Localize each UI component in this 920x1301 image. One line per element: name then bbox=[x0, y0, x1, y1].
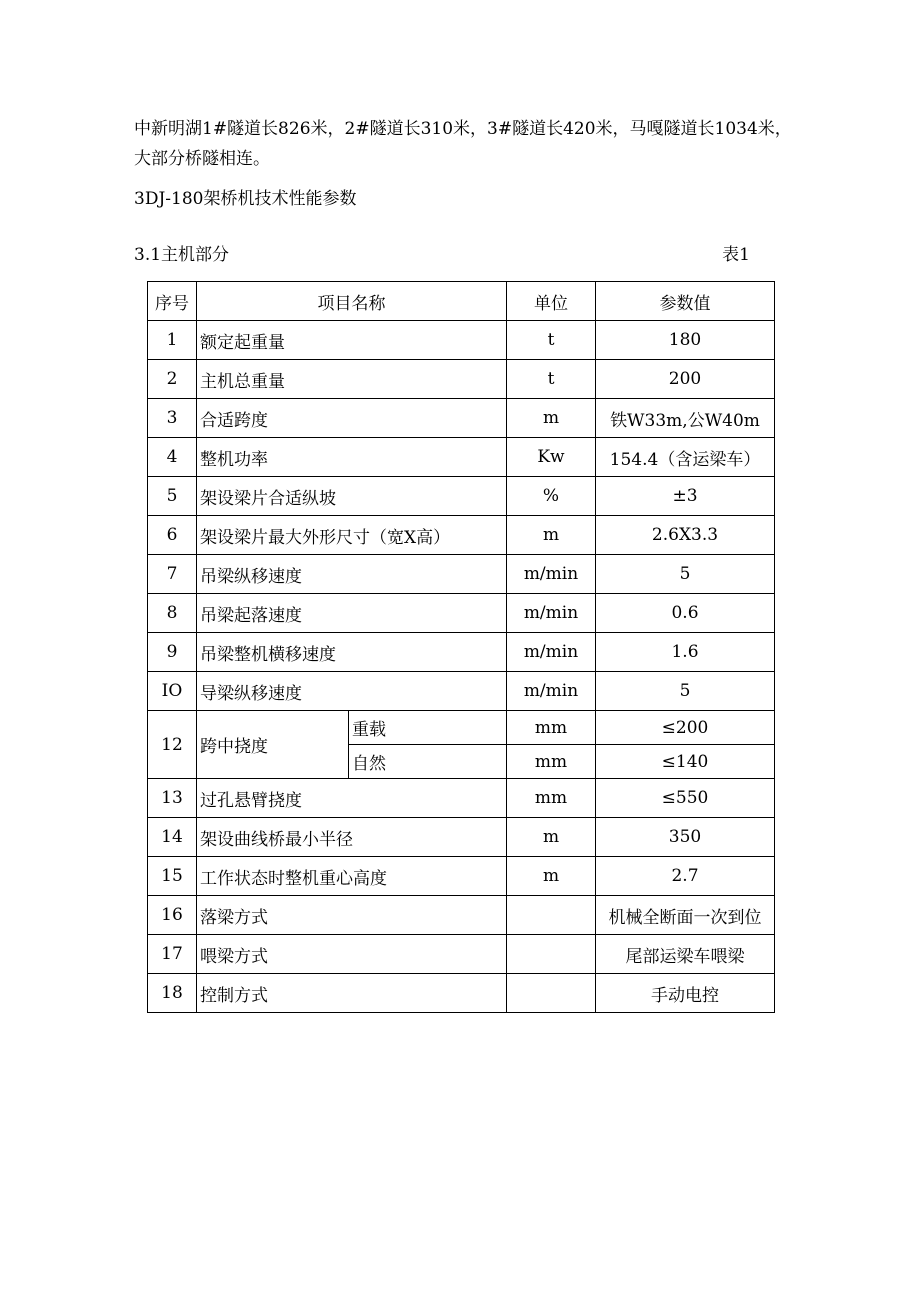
row-unit: mm bbox=[507, 745, 596, 779]
row-number: 12 bbox=[148, 711, 197, 779]
table-row bbox=[148, 555, 775, 594]
row-value: 180 bbox=[596, 321, 775, 360]
row-value: 0.6 bbox=[596, 594, 775, 633]
row-value: ≤200 bbox=[596, 711, 775, 745]
row-number: 5 bbox=[148, 477, 197, 516]
row-number: 2 bbox=[148, 360, 197, 399]
row-name: 架设曲线桥最小半径 bbox=[197, 818, 507, 857]
row-number: 14 bbox=[148, 818, 197, 857]
row-value: 手动电控 bbox=[596, 974, 775, 1013]
table-row bbox=[148, 360, 775, 399]
table-row bbox=[148, 321, 775, 360]
row-unit: m/min bbox=[507, 633, 596, 672]
header-no: 序号 bbox=[148, 282, 197, 321]
row-unit: mm bbox=[507, 711, 596, 745]
row-unit: t bbox=[507, 360, 596, 399]
table-row bbox=[148, 896, 775, 935]
row-name: 额定起重量 bbox=[197, 321, 507, 360]
table-row bbox=[148, 857, 775, 896]
row-unit: m/min bbox=[507, 672, 596, 711]
row-name: 导梁纵移速度 bbox=[197, 672, 507, 711]
row-value: 铁W33m,公W40m bbox=[596, 399, 775, 438]
row-unit: mm bbox=[507, 779, 596, 818]
table-row bbox=[148, 633, 775, 672]
row-value: 2.6X3.3 bbox=[596, 516, 775, 555]
row-value: 尾部运梁车喂梁 bbox=[596, 935, 775, 974]
spec-table bbox=[147, 281, 775, 1013]
row-number: 16 bbox=[148, 896, 197, 935]
table-row bbox=[148, 974, 775, 1013]
table-row bbox=[148, 477, 775, 516]
row-sublabel: 重载 bbox=[349, 711, 507, 745]
row-name: 喂梁方式 bbox=[197, 935, 507, 974]
row-name: 架设梁片合适纵坡 bbox=[197, 477, 507, 516]
row-unit: m/min bbox=[507, 555, 596, 594]
table-row bbox=[148, 399, 775, 438]
row-name: 吊梁起落速度 bbox=[197, 594, 507, 633]
header-value: 参数值 bbox=[596, 282, 775, 321]
row-name: 过孔悬臂挠度 bbox=[197, 779, 507, 818]
row-number: 4 bbox=[148, 438, 197, 477]
row-name: 控制方式 bbox=[197, 974, 507, 1013]
row-value: ≤550 bbox=[596, 779, 775, 818]
row-value: 350 bbox=[596, 818, 775, 857]
row-number: 9 bbox=[148, 633, 197, 672]
row-number: 3 bbox=[148, 399, 197, 438]
row-unit bbox=[507, 974, 596, 1013]
row-value: 200 bbox=[596, 360, 775, 399]
row-unit: m bbox=[507, 818, 596, 857]
row-value: 机械全断面一次到位 bbox=[596, 896, 775, 935]
row-name: 跨中挠度 bbox=[197, 711, 349, 779]
row-name: 吊梁纵移速度 bbox=[197, 555, 507, 594]
row-value: ≤140 bbox=[596, 745, 775, 779]
table-row bbox=[148, 818, 775, 857]
intro-paragraph: 中新明湖1#隧道长826米，2#隧道长310米，3#隧道长420米，马嘎隧道长1034米，大部分桥隧相连。 bbox=[134, 119, 792, 169]
row-value: ±3 bbox=[596, 477, 775, 516]
row-name: 整机功率 bbox=[197, 438, 507, 477]
row-number: 1 bbox=[148, 321, 197, 360]
row-name: 吊梁整机横移速度 bbox=[197, 633, 507, 672]
row-value: 1.6 bbox=[596, 633, 775, 672]
row-unit: m bbox=[507, 399, 596, 438]
row-name: 落梁方式 bbox=[197, 896, 507, 935]
row-sublabel: 自然 bbox=[349, 745, 507, 779]
row-unit: m/min bbox=[507, 594, 596, 633]
row-number: 8 bbox=[148, 594, 197, 633]
row-unit: % bbox=[507, 477, 596, 516]
row-name: 工作状态时整机重心高度 bbox=[197, 857, 507, 896]
row-unit bbox=[507, 896, 596, 935]
row-value: 2.7 bbox=[596, 857, 775, 896]
table-row bbox=[148, 438, 775, 477]
row-unit: m bbox=[507, 516, 596, 555]
row-name: 主机总重量 bbox=[197, 360, 507, 399]
table-row bbox=[148, 711, 775, 745]
row-number: 7 bbox=[148, 555, 197, 594]
table-row bbox=[148, 672, 775, 711]
row-number: 15 bbox=[148, 857, 197, 896]
row-number: 18 bbox=[148, 974, 197, 1013]
row-value: 5 bbox=[596, 555, 775, 594]
table-label: 表1 bbox=[722, 245, 750, 265]
subheading: 3.1主机部分 bbox=[134, 245, 230, 265]
row-unit: Kw bbox=[507, 438, 596, 477]
table-row bbox=[148, 935, 775, 974]
row-unit: t bbox=[507, 321, 596, 360]
row-number: 13 bbox=[148, 779, 197, 818]
row-value: 5 bbox=[596, 672, 775, 711]
table-row bbox=[148, 516, 775, 555]
row-number: IO bbox=[148, 672, 197, 711]
row-name: 合适跨度 bbox=[197, 399, 507, 438]
table-row bbox=[148, 779, 775, 818]
table-row bbox=[148, 594, 775, 633]
row-unit: m bbox=[507, 857, 596, 896]
header-unit: 单位 bbox=[507, 282, 596, 321]
section-heading: 3DJ-180架桥机技术性能参数 bbox=[134, 189, 357, 209]
table-header-row bbox=[148, 282, 775, 321]
row-unit bbox=[507, 935, 596, 974]
row-value: 154.4（含运梁车） bbox=[596, 438, 775, 477]
header-name: 项目名称 bbox=[197, 282, 507, 321]
row-number: 6 bbox=[148, 516, 197, 555]
row-number: 17 bbox=[148, 935, 197, 974]
row-name: 架设梁片最大外形尺寸（宽X高） bbox=[197, 516, 507, 555]
